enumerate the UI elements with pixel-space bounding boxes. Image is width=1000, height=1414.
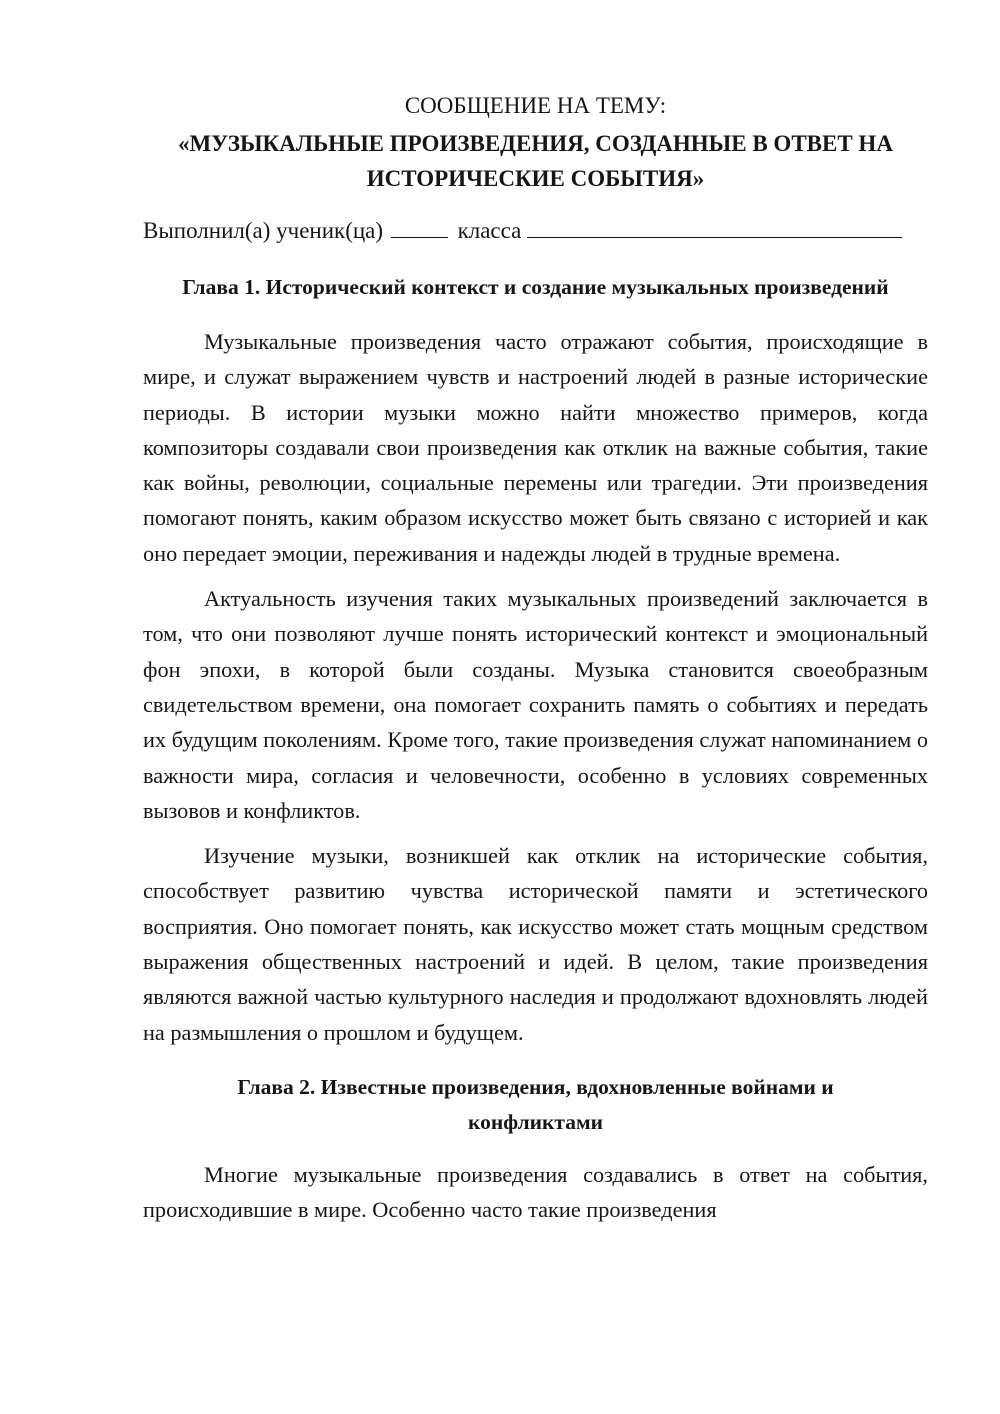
document-page (143, 88, 928, 1228)
author-line (143, 213, 928, 248)
report-topic: «МУЗЫКАЛЬНЫЕ ПРОИЗВЕДЕНИЯ, СОЗДАННЫЕ В ОТВЕТ НА ИСТОРИЧЕСКИЕ СОБЫТИЯ» (178, 131, 893, 191)
author-prefix: Выполнил(а) ученик(ца) (143, 218, 384, 243)
student-name-blank (527, 215, 902, 238)
chapter-2-paragraph-1: Многие музыкальные произведения создавались в ответ на события, происходившие в мире. Особенно часто такие произведения (143, 1161, 928, 1223)
class-number-blank (391, 215, 448, 238)
chapter-1-heading: Глава 1. Исторический контекст и создание музыкальных произведений (182, 275, 889, 299)
chapter-1-paragraph-2: Актуальность изучения таких музыкальных произведений заключается в том, что они позволяют лучше понять исторический контекст и эмоциональный фон эпохи, в которой были созданы. Музыка становится своеобразным свидетельством времени, она помогает сохранить память о событиях и передать их будущим поколениям. Кроме того, такие произведения служат напоминанием о важности мира, согласия и человечности, особенно в условиях современных вызовов и конфликтов. (143, 586, 928, 823)
chapter-1-paragraph-3: Изучение музыки, возникшей как отклик на исторические события, способствует развитию чувства исторической памяти и эстетического восприятия. Оно помогает понять, как искусство может стать мощным средством выражения общественных настроений и идей. В целом, такие произведения являются важной частью культурного наследия и продолжают вдохновлять людей на размышления о прошлом и будущем. (143, 843, 928, 1045)
chapter-1-paragraph-1: Музыкальные произведения часто отражают события, происходящие в мире, и служат выражением чувств и настроений людей в разные исторические периоды. В истории музыки можно найти множество примеров, когда композиторы создавали свои произведения как отклик на важные события, такие как войны, революции, социальные перемены или трагедии. Эти произведения помогают понять, каким образом искусство может быть связано с историей и как оно передает эмоции, переживания и надежды людей в трудные времена. (143, 329, 928, 566)
chapter-2-heading: Глава 2. Известные произведения, вдохновленные войнами и конфликтами (237, 1074, 834, 1134)
page-title: СООБЩЕНИЕ НА ТЕМУ: (404, 93, 667, 118)
class-word: класса (457, 218, 522, 243)
